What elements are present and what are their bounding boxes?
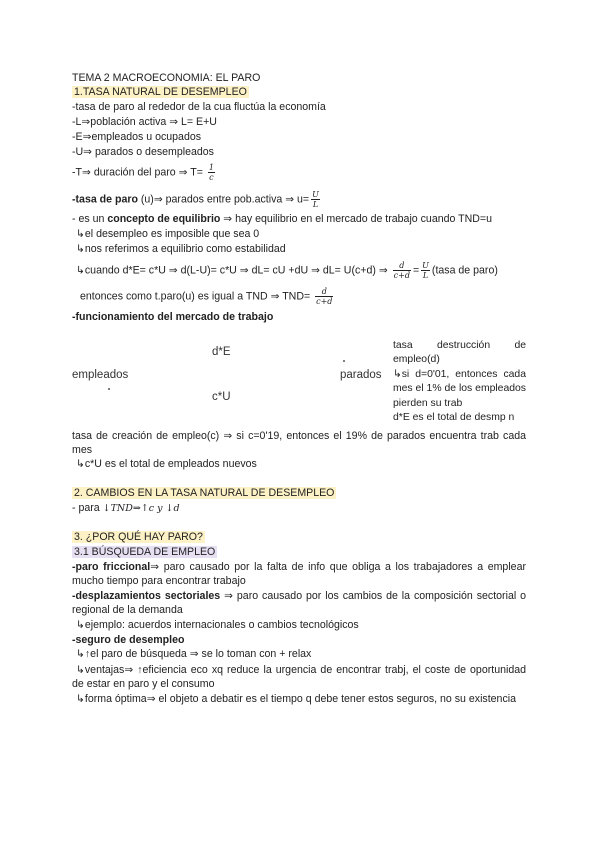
creation-paragraph: tasa de creación de empleo(c) ⇒ si c=0'19, entonces el 19% de parados encuentra trab cada mes — [72, 430, 526, 457]
s1-line-8: ↳el desempleo es imposible que sea 0 — [76, 228, 260, 240]
diagram-bottom-label: c*U — [212, 391, 231, 403]
s3-line-4: -seguro de desempleo — [72, 634, 185, 646]
right-col-1: tasa destrucción de empleo(d) — [393, 340, 526, 366]
s1-line-11: entonces como t.paro(u) es igual a TND ⇒ TND= $\frac{d}{c+d}$ — [80, 287, 333, 306]
s1-line-3: -E⇒empleados u ocupados — [72, 131, 202, 143]
section-3-heading: 3. ¿POR QUÉ HAY PARO? — [74, 531, 203, 543]
page-title: TEMA 2 MACROECONOMIA: EL PARO — [72, 72, 261, 84]
right-column-notes — [393, 339, 526, 425]
fraction-d-over-cd: $\frac{d}{c+d}$ — [393, 261, 410, 280]
diagram-top-label: d*E — [212, 346, 231, 358]
s3-paragraph-1: -paro friccional⇒ paro causado por la falta de info que obliga a los trabajadores a emplear mucho tiempo para encontrar trabajo — [72, 561, 526, 588]
diagram-right-label: parados — [340, 369, 382, 381]
fraction-1-over-c: $\frac{1}{c}$ — [208, 163, 214, 182]
s1-line-12: -funcionamiento del mercado de trabajo — [72, 311, 274, 323]
fraction-u-over-l: $\frac{U}{L}$ — [312, 190, 319, 209]
section-2-heading: 2. CAMBIOS EN LA TASA NATURAL DE DESEMPLEO — [74, 487, 335, 499]
fraction-u-over-l-2: $\frac{U}{L}$ — [422, 261, 429, 280]
s3-paragraph-6: ↳ventajas⇒ ↑eficiencia eco xq reduce la urgencia de encontrar trabj, el coste de oportunidad de estar en paro y el consumo — [72, 664, 526, 691]
s1-line-6: -tasa de paro (u)⇒ parados entre pob.activa ⇒ u= $\frac{U}{L}$ — [72, 190, 319, 209]
s1-line-5: -T⇒ duración del paro ⇒ T= $\frac{1}{c}$ — [72, 163, 214, 182]
section-3-1-heading: 3.1 BÚSQUEDA DE EMPLEO — [74, 546, 216, 558]
section-1-heading: 1.TASA NATURAL DE DESEMPLEO — [74, 86, 247, 98]
s1-line-4: -U⇒ parados o desempleados — [72, 146, 214, 158]
s1-line-9: ↳nos referimos a equilibrio como estabilidad — [76, 243, 286, 255]
s3-paragraph-2: -desplazamientos sectoriales ⇒ paro causado por los cambios de la composición sectorial o regional de la demanda — [72, 590, 527, 617]
s1-line-7: - es un concepto de equilibrio ⇒ hay equilibrio en el mercado de trabajo cuando TND=u — [72, 213, 492, 225]
diagram-dot — [108, 388, 110, 390]
s1-line-10: ↳cuando d*E= c*U ⇒ d(L-U)= c*U ⇒ dL= cU +dU ⇒ dL= U(c+d) ⇒ $\frac{d}{c+d}$ = $\frac{U}{L}$ (tasa de paro) — [76, 261, 498, 280]
s3-line-3: ↳ejemplo: acuerdos internacionales o cambios tecnológicos — [76, 619, 359, 631]
right-col-2: ↳si d=0'01, entonces cada mes el 1% de los empleados pierden su trab — [393, 368, 526, 409]
s1-line-2: -L⇒población activa ⇒ L= E+U — [72, 116, 217, 128]
s3-line-5: ↳↑el paro de búsqueda ⇒ se lo toman con + relax — [76, 648, 312, 660]
creation-sub: ↳c*U es el total de empleados nuevos — [76, 458, 257, 470]
s2-line-1: - para ↓TND⇒↑c y ↓d — [72, 502, 180, 514]
diagram-dot — [343, 360, 345, 362]
right-col-3: d*E es el total de desmp n — [393, 412, 515, 424]
diagram-left-label: empleados — [72, 369, 129, 381]
s1-line-1: -tasa de paro al rededor de la cua fluctúa la economía — [72, 101, 326, 113]
s3-paragraph-7: ↳forma óptima⇒ el objeto a debatir es el tiempo q debe tener estos seguros, no su existencia — [76, 693, 516, 705]
fraction-tnd: $\frac{d}{c+d}$ — [316, 287, 333, 306]
